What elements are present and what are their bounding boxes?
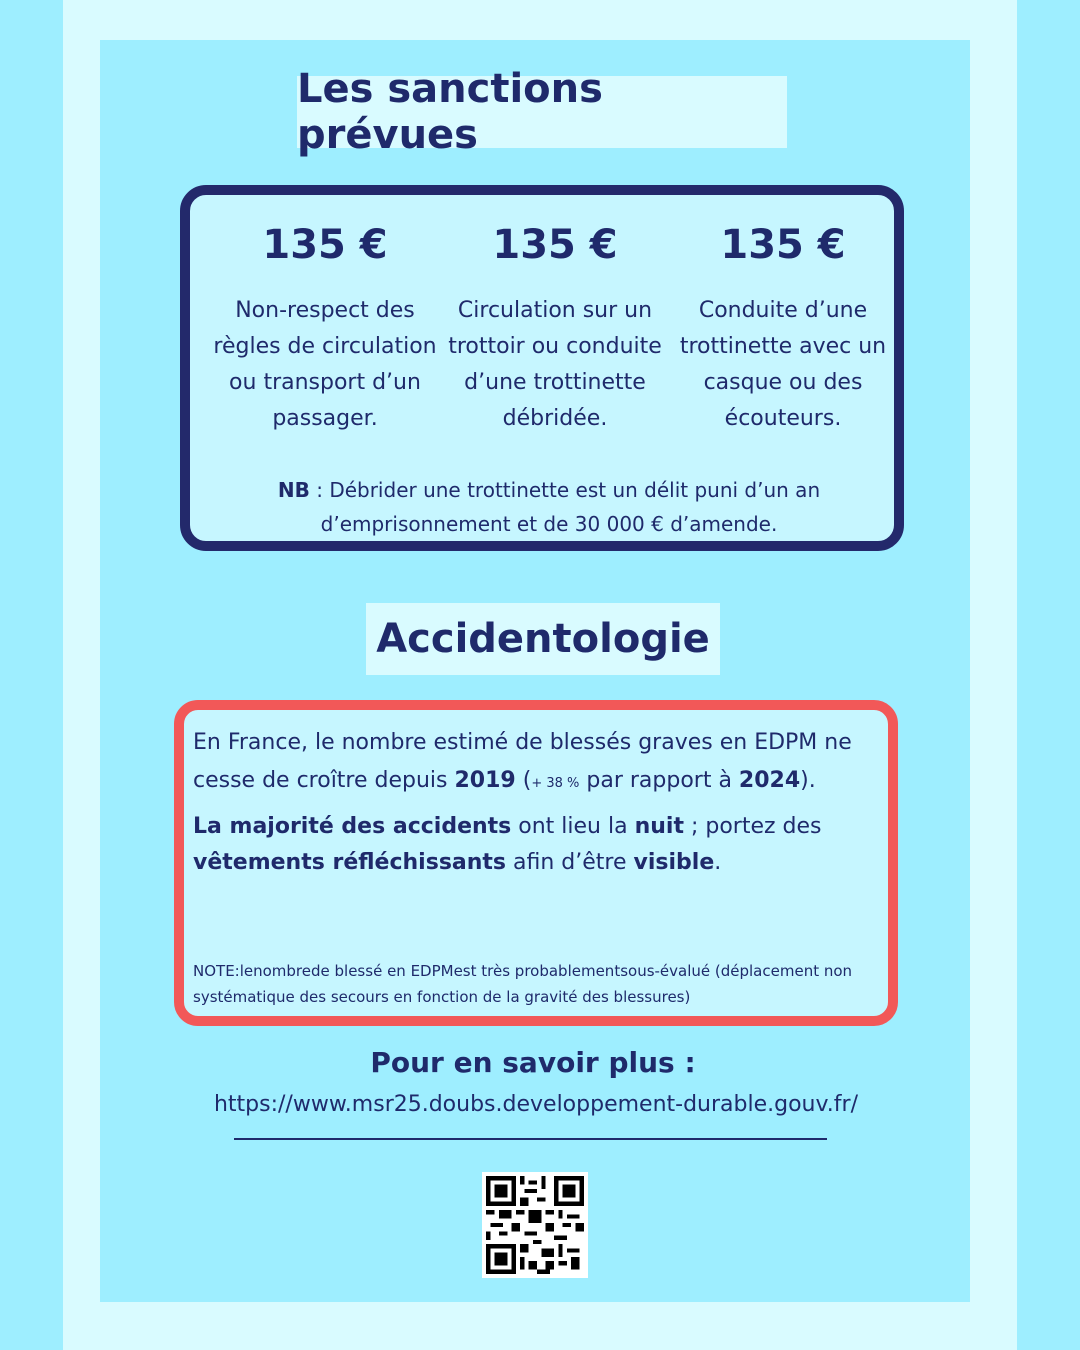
bold-night: nuit — [634, 814, 684, 839]
bold-reflective: vêtements réfléchissants — [193, 850, 507, 875]
sanctions-card — [180, 185, 904, 551]
accident-line-1: En France, le nombre estimé de blessés graves en EDPM ne cesse de croître depuis — [193, 730, 852, 793]
nb-label: NB — [277, 478, 310, 502]
fine-column-2 — [440, 217, 670, 437]
sanctions-heading: Les sanctions prévues — [297, 76, 787, 148]
accident-advice — [193, 809, 878, 881]
nb-note — [210, 473, 888, 541]
bold-visible: visible — [633, 850, 715, 875]
year-end-prefix: par rapport à — [586, 768, 739, 793]
paren-open: ( — [515, 768, 532, 793]
divider — [234, 1138, 827, 1140]
accident-note: NOTE:lenombrede blessé en EDPMest très probablementsous-évalué (déplacement non systématique des secours en fonction de la gravité des blessures) — [193, 962, 853, 1006]
bold-majority: La majorité des accidents — [193, 814, 512, 839]
more-info-title: Pour en savoir plus : — [370, 1046, 696, 1079]
fine-column-1 — [210, 217, 440, 437]
fine-amount: 135 € — [720, 222, 846, 268]
period: . — [714, 850, 722, 875]
end-text-2: afin d’être — [506, 850, 634, 875]
accident-paragraph: En France, le nombre estimé de blessés graves en EDPM ne cesse de croître depuis 2019 (+ 38 % par rapport à 2024). La majorité des accidents ont lieu la nuit ; portez des vêtements réfléchissants afin d’être visible. — [193, 724, 878, 881]
fine-description: Circulation sur un trottoir ou conduite d’une trottinette débridée. — [448, 298, 662, 431]
more-info-link[interactable]: https://www.msr25.doubs.developpement-durable.gouv.fr/ — [213, 1092, 858, 1117]
fine-description: Conduite d’une trottinette avec un casque ou des écouteurs. — [679, 298, 887, 431]
fine-description: Non-respect des règles de circulation ou transport d’un passager. — [213, 298, 437, 431]
year-end: 2024 — [738, 768, 801, 793]
end-text: ; portez des — [683, 814, 822, 839]
nb-text: : Débrider une trottinette est un délit puni d’un an d’emprisonnement et de 30 000 € d’amende. — [309, 478, 821, 536]
increase: + 38 % — [531, 776, 580, 791]
fine-column-3 — [668, 217, 898, 437]
qr-code-icon[interactable] — [482, 1172, 588, 1278]
fine-amount: 135 € — [492, 222, 618, 268]
accident-card — [174, 700, 898, 1026]
fine-amount: 135 € — [262, 222, 388, 268]
year-start: 2019 — [454, 768, 516, 793]
accident-heading: Accidentologie — [366, 603, 720, 675]
mid-text: ont lieu la — [511, 814, 635, 839]
